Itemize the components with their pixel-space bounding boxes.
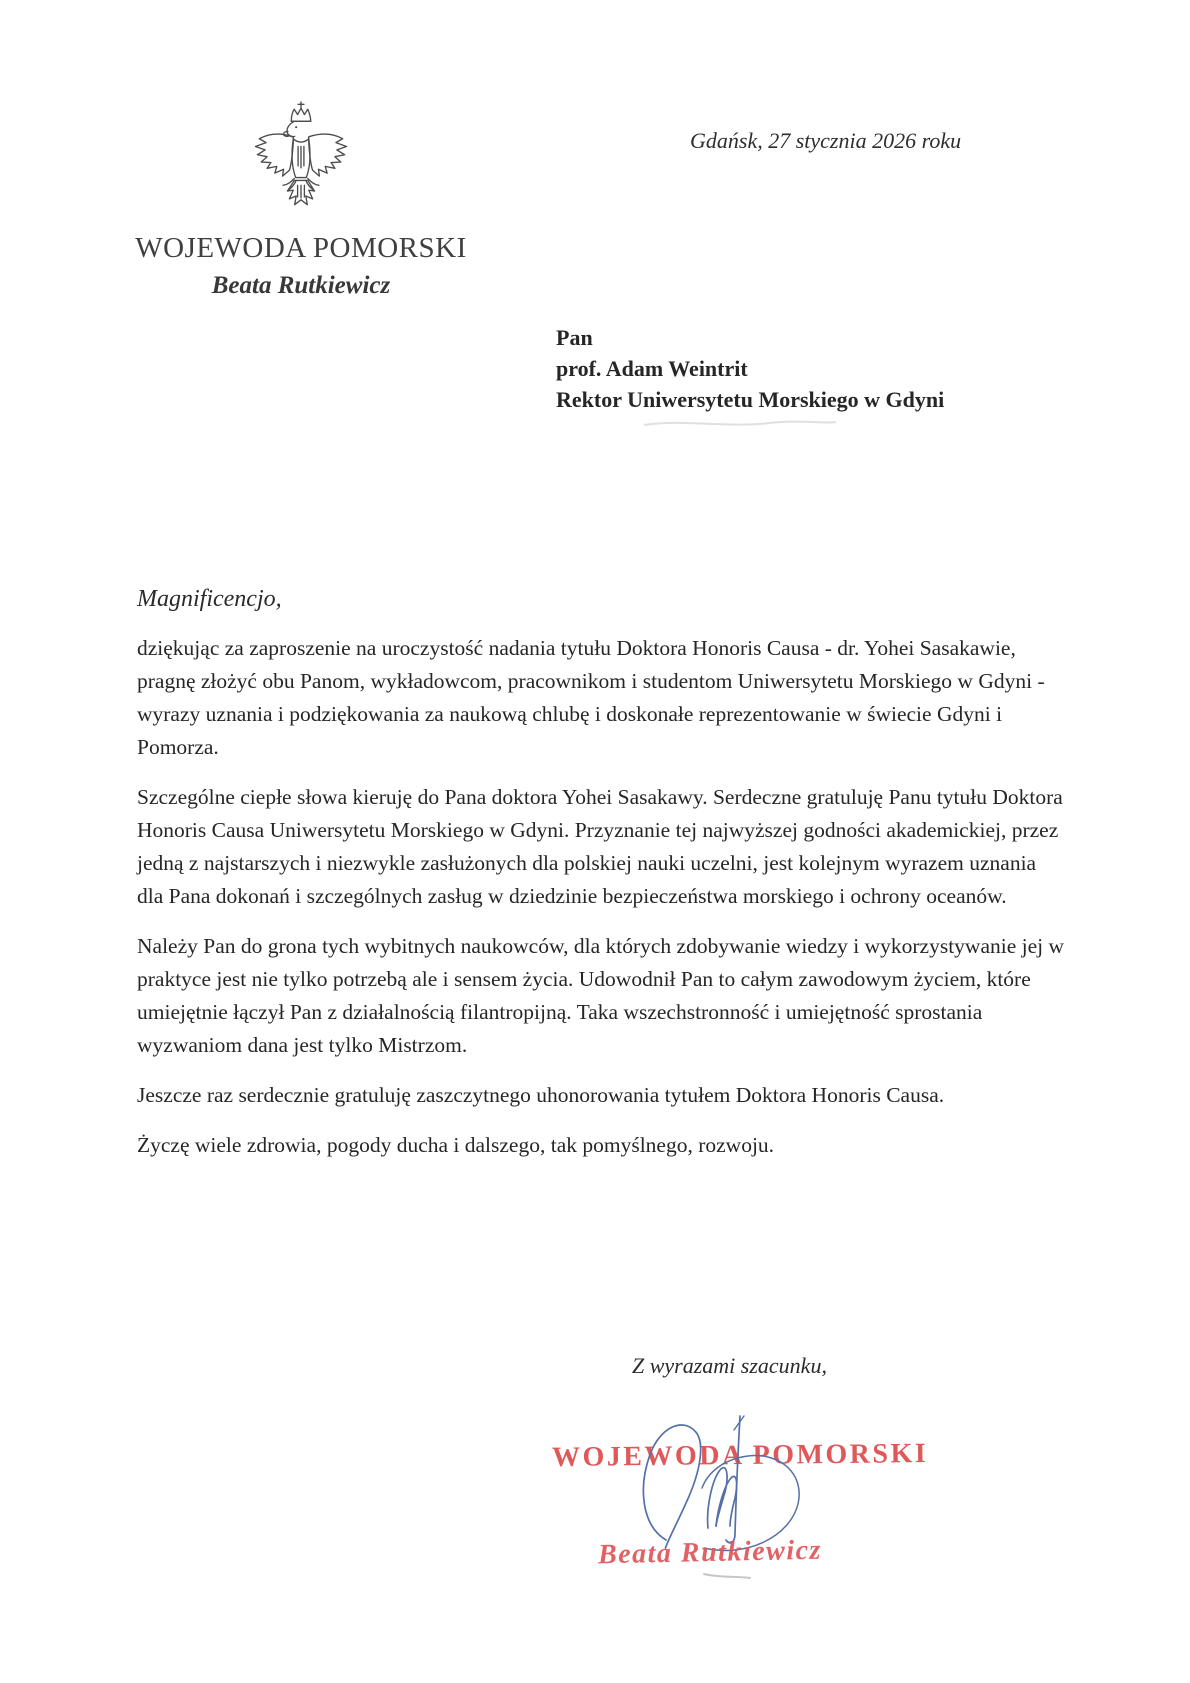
recipient-title: Rektor Uniwersytetu Morskiego w Gdyni bbox=[556, 387, 945, 412]
paragraph-2: Szczególne ciepłe słowa kieruję do Pana doktora Yohei Sasakawy. Serdeczne gratuluję Panu tytułu Doktora Honoris Causa Uniwersytetu Morskiego w Gdyni. Przyznanie tej najwyższej godności akademickiej, przez jedną z najstarszych i niezwykle zasłużonych dla polskiej nauki uczelni, jest kolejnym wyrazem uznania dla Pana dokonań i szczególnych zasług w dziedzinie bezpieczeństwa morskiego i ochrony oceanów. bbox=[137, 785, 1063, 908]
recipient-name: prof. Adam Weintrit bbox=[556, 356, 748, 381]
date-line: Gdańsk, 27 stycznia 2026 roku bbox=[690, 128, 962, 153]
paragraph-5: Życzę wiele zdrowia, pogody ducha i dalszego, tak pomyślnego, rozwoju. bbox=[137, 1133, 775, 1157]
sender-name: Beata Rutkiewicz bbox=[211, 272, 391, 299]
stamp-signatory-name: Beata Rutkiewicz bbox=[597, 1534, 823, 1571]
closing-phrase: Z wyrazami szacunku, bbox=[632, 1353, 827, 1378]
letter-body bbox=[137, 632, 1065, 1179]
sender-block bbox=[118, 100, 484, 300]
stamp-office-text: WOJEWODA POMORSKI bbox=[551, 1438, 929, 1473]
scan-smudge-artifact bbox=[640, 416, 840, 430]
sender-office-title: WOJEWODA POMORSKI bbox=[135, 232, 467, 264]
paragraph-1: dziękując za zaproszenie na uroczystość nadania tytułu Doktora Honoris Causa - dr. Yohei Sasakawie, pragnę złożyć obu Panom, wykładowcom, pracownikom i studentom Uniwersytetu Morskiego w Gdyni - wyrazy uznania i podziękowania za naukową chlubę i doskonałe reprezentowanie w świecie Gdyni i Pomorza. bbox=[137, 636, 1045, 759]
recipient-salutation-word: Pan bbox=[556, 325, 593, 350]
paragraph-3: Należy Pan do grona tych wybitnych naukowców, dla których zdobywanie wiedzy i wykorzystywanie jej w praktyce jest nie tylko potrzebą ale i sensem życia. Udowodnił Pan to całym zawodowym życiem, które umiejętnie łączył Pan z działalnością filantropijną. Taka wszechstronność i umiejętność sprostania wyzwaniom dana jest tylko Mistrzom. bbox=[137, 934, 1065, 1057]
recipient-block bbox=[556, 322, 944, 415]
paragraph-4: Jeszcze raz serdecznie gratuluję zaszczytnego uhonorowania tytułem Doktora Honoris Causa. bbox=[137, 1083, 945, 1107]
polish-eagle-emblem-icon bbox=[242, 100, 360, 226]
salutation: Magnificencjo, bbox=[137, 586, 282, 612]
